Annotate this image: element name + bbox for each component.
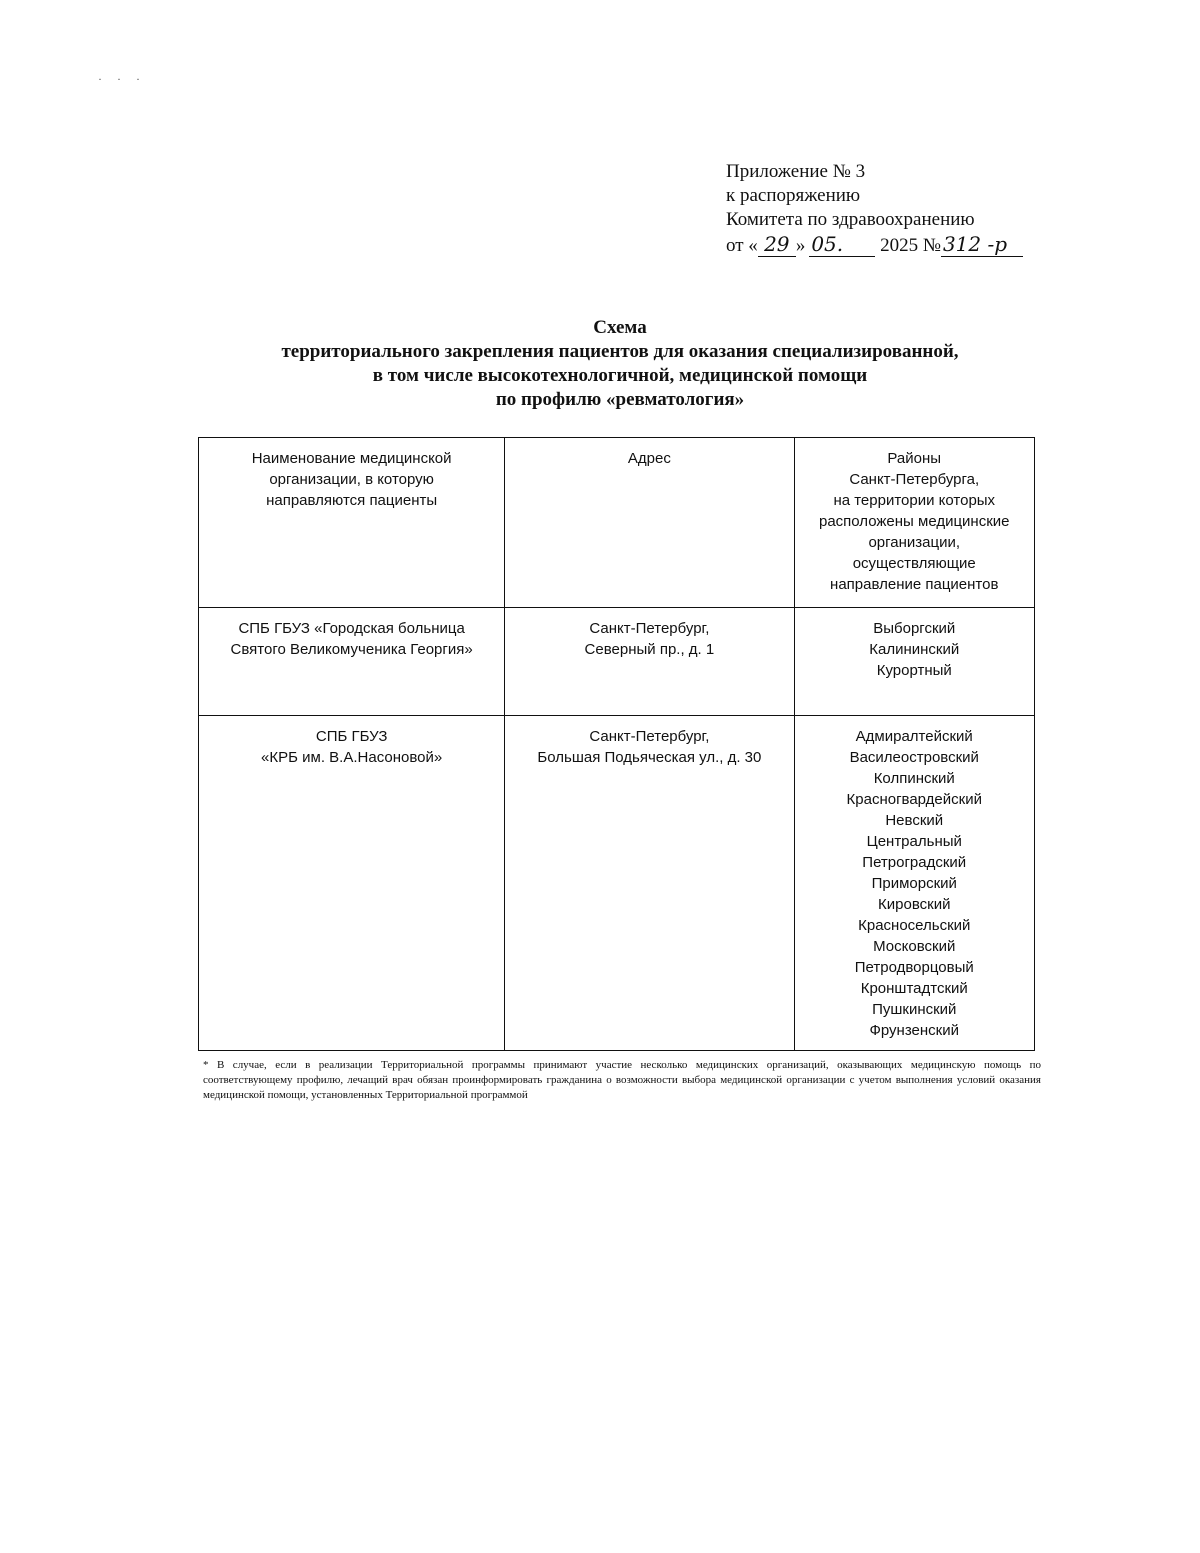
cell-line: Петродворцовый: [854, 959, 974, 976]
header-address: [505, 438, 794, 608]
cell-line: организации, в которую: [269, 471, 434, 488]
cell-line: Красногвардейский: [846, 791, 982, 808]
cell-line: на территории которых: [833, 492, 996, 509]
title-line-2: территориального закрепления пациентов для оказания специализированной,: [281, 341, 959, 362]
cell-line: Пушкинский: [872, 1001, 957, 1018]
header-districts: [794, 438, 1035, 608]
cell-line: Красносельский: [858, 917, 971, 934]
table-row: [199, 716, 1035, 1051]
annex-block: [726, 160, 1023, 258]
cell-org: [199, 608, 505, 716]
date-day-handwritten: 29: [758, 232, 796, 257]
cell-line: Курортный: [876, 662, 952, 679]
cell-line: Санкт-Петербург,: [589, 728, 710, 745]
cell-line: Фрунзенский: [869, 1022, 960, 1039]
date-quote-close: »: [795, 235, 806, 256]
cell-line: Невский: [885, 812, 944, 829]
cell-line: Санкт-Петербург,: [589, 620, 710, 637]
cell-line: Кронштадтский: [860, 980, 968, 997]
cell-line: осуществляющие: [852, 555, 976, 572]
cell-line: расположены медицинские: [818, 513, 1010, 530]
annex-order-ref: к распоряжению: [726, 185, 861, 206]
annex-committee: Комитета по здравоохранению: [726, 209, 975, 230]
cell-line: организации,: [868, 534, 961, 551]
cell-line: СПБ ГБУЗ «Городская больница: [238, 620, 465, 637]
title-line-4: по профилю «ревматология»: [495, 389, 745, 410]
cell-line: Московский: [873, 938, 956, 955]
header-org: [199, 438, 505, 608]
date-prefix: от «: [726, 235, 758, 256]
cell-districts: [794, 608, 1035, 716]
cell-line: Калининский: [869, 641, 960, 658]
cell-districts: [794, 716, 1035, 1051]
cell-address: [505, 608, 794, 716]
footnote: * В случае, если в реализации Территориальной программы принимают участие несколько медицинских организаций, оказывающих медицинскую помощь по соответствующему профилю, лечащий врач обязан проинформировать гражданина о возможности выбора медицинской организации с учетом выполнения условий оказания медицинской помощи, установленных Территориальной программой: [203, 1059, 1041, 1101]
scan-artifact-dots: · · ·: [98, 72, 146, 86]
cell-line: Санкт-Петербурга,: [849, 471, 980, 488]
title-line-3: в том числе высокотехнологичной, медицинской помощи: [372, 365, 868, 386]
assignment-table: [198, 437, 1035, 1051]
cell-line: Петроградский: [862, 854, 967, 871]
cell-line: Кировский: [878, 896, 951, 913]
cell-line: Колпинский: [873, 770, 955, 787]
cell-line: Адрес: [627, 450, 671, 467]
cell-line: направление пациентов: [830, 576, 999, 593]
annex-date-line: [726, 232, 1023, 258]
cell-line: СПБ ГБУЗ: [315, 728, 388, 745]
cell-line: Святого Великомученика Георгия»: [230, 641, 473, 658]
date-month-handwritten: 05.: [809, 232, 875, 257]
cell-line: Центральный: [866, 833, 962, 850]
cell-line: Выборгский: [873, 620, 956, 637]
table-row: [199, 608, 1035, 716]
table-header-row: [199, 438, 1035, 608]
cell-line: Василеостровский: [849, 749, 979, 766]
cell-line: Наименование медицинской: [251, 450, 452, 467]
cell-line: Большая Подьяческая ул., д. 30: [537, 749, 762, 766]
cell-address: [505, 716, 794, 1051]
cell-line: направляются пациенты: [266, 492, 438, 509]
cell-line: Северный пр., д. 1: [584, 641, 715, 658]
cell-line: «КРБ им. В.А.Насоновой»: [261, 749, 443, 766]
title-line-1: Схема: [593, 317, 647, 338]
cell-org: [199, 716, 505, 1051]
annex-title: Приложение № 3: [726, 161, 866, 182]
document-title: [0, 316, 1200, 412]
cell-line: Районы: [887, 450, 942, 467]
date-year: 2025 №: [880, 235, 941, 256]
cell-line: Приморский: [871, 875, 957, 892]
cell-line: Адмиралтейский: [855, 728, 973, 745]
order-number-handwritten: 312 -р: [941, 232, 1023, 257]
